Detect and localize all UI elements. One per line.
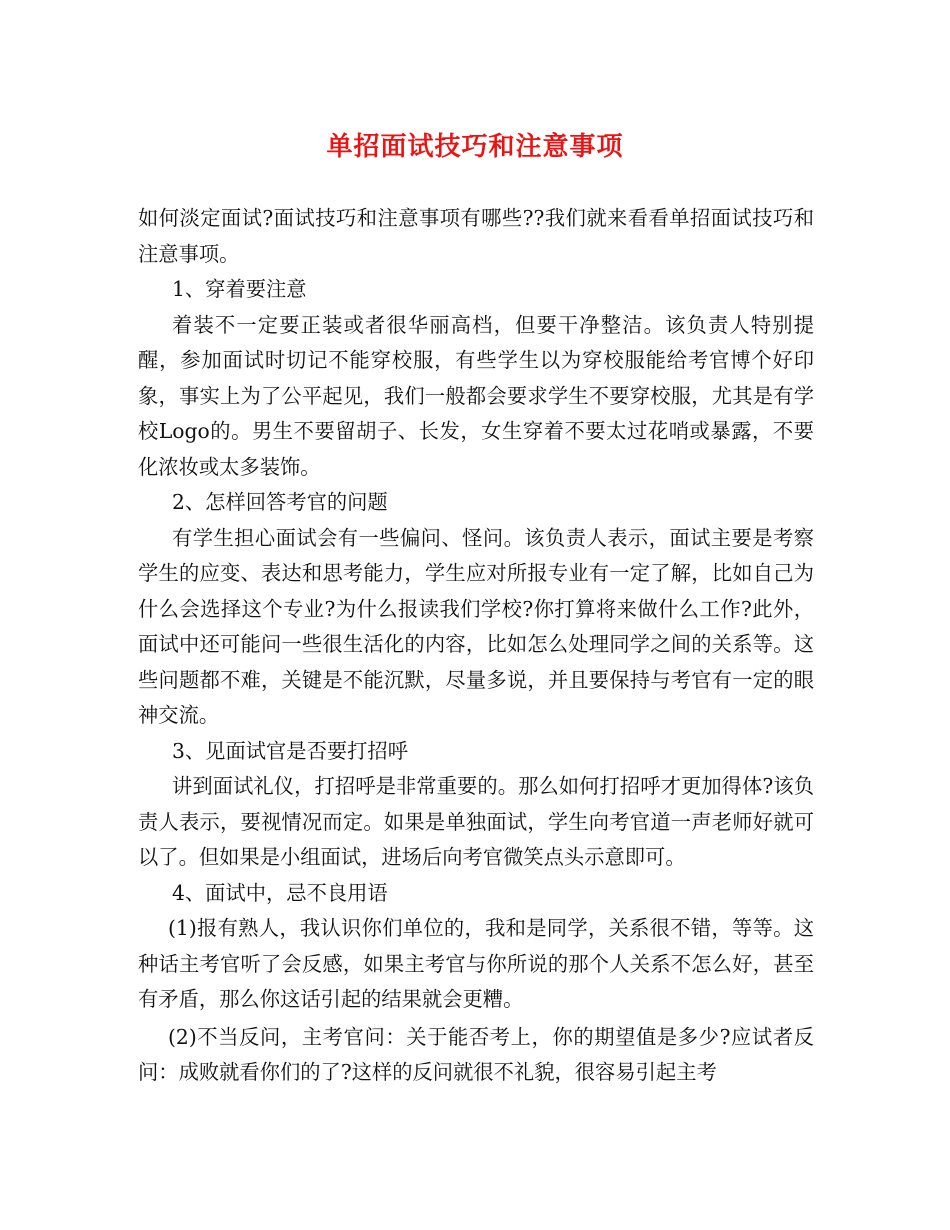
section-1-paragraph: 着装不一定要正装或者很华丽高档，但要干净整洁。该负责人特别提醒，参加面试时切记不能穿校服，有些学生以为穿校服能给考官博个好印象，事实上为了公平起见，我们一般都会要求学生不要穿校服，尤其是有学校Logo的。男生不要留胡子、长发，女生穿着不要太过花哨或暴露，不要化浓妆或太多装饰。 <box>138 312 814 479</box>
section-heading-1: 1、穿着要注意 <box>172 277 307 301</box>
section-heading-2: 2、怎样回答考官的问题 <box>172 490 388 514</box>
section-4-item-1: (1)报有熟人，我认识你们单位的，我和是同学，关系很不错，等等。这种话主考官听了会反感，如果主考官与你所说的那个人关系不怎么好，甚至有矛盾，那么你这话引起的结果就会更糟。 <box>138 916 814 1011</box>
section-2-paragraph: 有学生担心面试会有一些偏问、怪问。该负责人表示，面试主要是考察学生的应变、表达和思考能力，学生应对所报专业有一定了解，比如自己为什么会选择这个专业?为什么报读我们学校?你打算将来做什么工作?此外，面试中还可能问一些很生活化的内容，比如怎么处理同学之间的关系等。这些问题都不难，关键是不能沉默，尽量多说，并且要保持与考官有一定的眼神交流。 <box>138 525 814 727</box>
intro-paragraph: 如何淡定面试?面试技巧和注意事项有哪些??我们就来看看单招面试技巧和注意事项。 <box>138 206 814 266</box>
section-heading-3: 3、见面试官是否要打招呼 <box>172 738 408 763</box>
document-body <box>138 201 814 1091</box>
document-title: 单招面试技巧和注意事项 <box>326 132 624 162</box>
section-3-paragraph: 讲到面试礼仪，打招呼是非常重要的。那么如何打招呼才更加得体?该负责人表示，要视情况而定。如果是单独面试，学生向考官道一声老师好就可以了。但如果是小组面试，进场后向考官微笑点头示意即可。 <box>138 774 814 869</box>
section-heading-4: 4、面试中，忌不良用语 <box>172 880 388 905</box>
section-4-item-2: (2)不当反问，主考官问：关于能否考上，你的期望值是多少?应试者反问：成败就看你们的了?这样的反问就很不礼貌，很容易引起主考 <box>138 1024 814 1084</box>
